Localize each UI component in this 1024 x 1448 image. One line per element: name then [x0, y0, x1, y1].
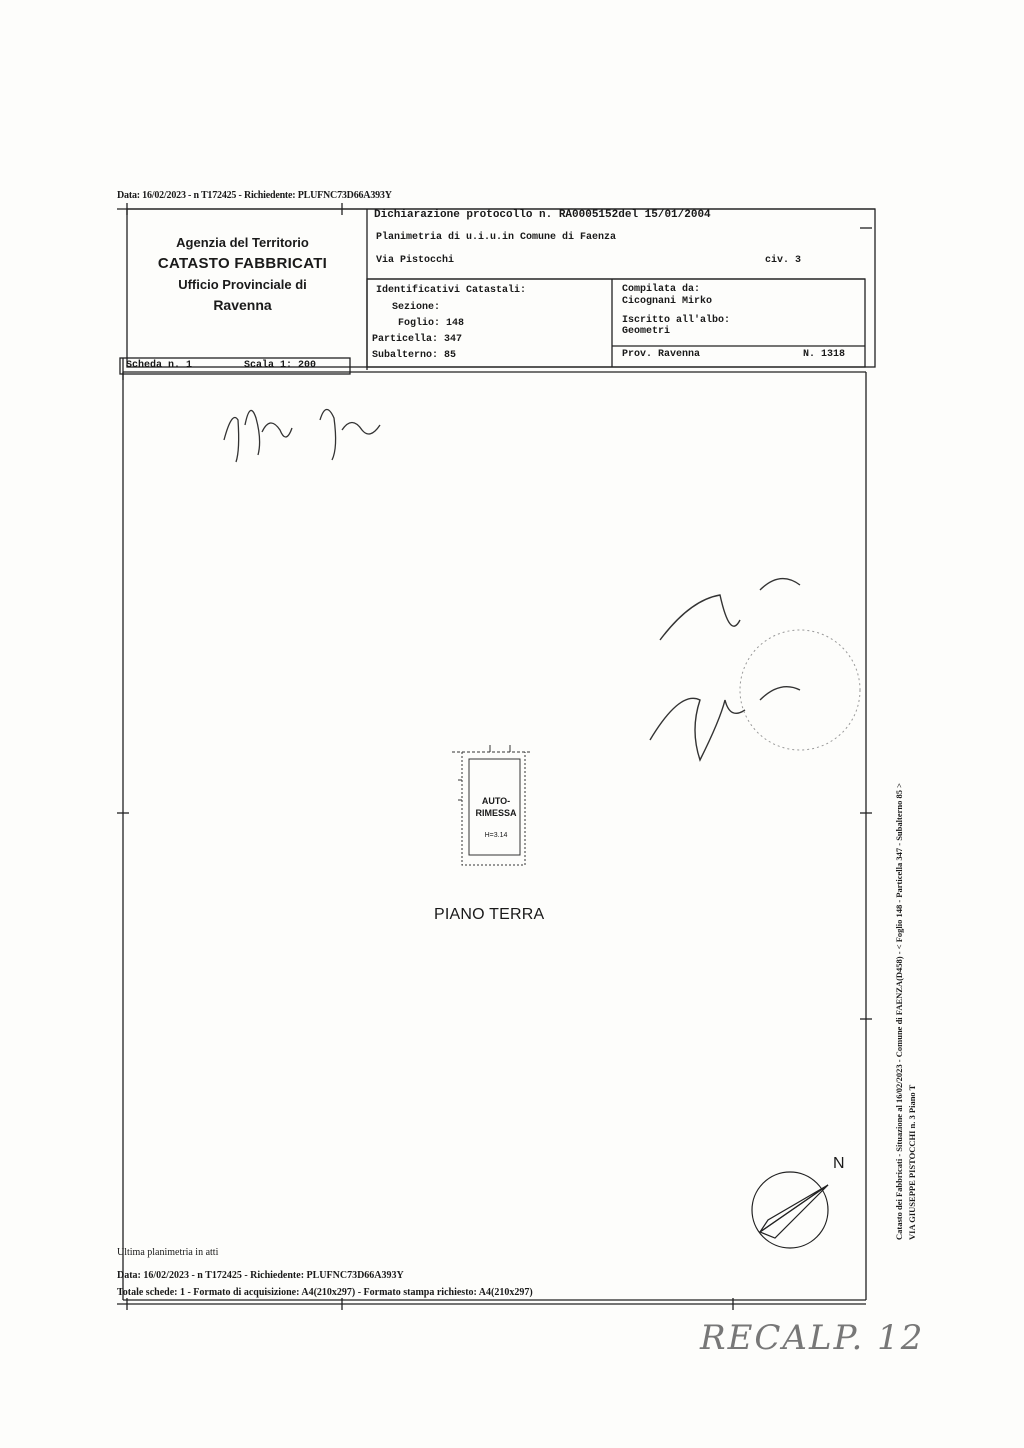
print-header: Data: 16/02/2023 - n T172425 - Richiedente: PLUFNC73D66A393Y — [117, 190, 392, 201]
office-name: Ufficio Provinciale di — [178, 277, 307, 292]
signature-right — [650, 579, 860, 760]
signature-upper-left — [224, 409, 380, 462]
scheda-scale: Scala 1: 200 — [244, 360, 317, 371]
floor-label: PIANO TERRA — [434, 906, 545, 923]
compiler-name: Cicognani Mirko — [622, 296, 713, 307]
room-label — [470, 795, 522, 819]
street-line: Via Pistocchi — [376, 255, 455, 266]
register-label: Iscritto all'albo: — [622, 315, 731, 326]
compiler-province: Prov. Ravenna — [622, 349, 701, 360]
protocol-line: Dichiarazione protocollo n. RA0005152del 15/01/2004 — [374, 209, 711, 221]
particella: Particella: 347 — [372, 334, 463, 345]
side-text-line2: VIA GIUSEPPE PISTOCCHI n. 3 Piano T — [907, 1084, 917, 1240]
office-city: Ravenna — [213, 297, 272, 313]
room-label-line2: RIMESSA — [475, 808, 517, 818]
civic-number: civ. 3 — [765, 255, 802, 266]
room-height: H=3.14 — [484, 832, 508, 839]
handwritten-note: RECALP. 12 — [700, 1318, 925, 1358]
footer-format-line: Totale schede: 1 - Formato di acquisizione: A4(210x297) - Formato stampa richiesto: A4(210x297) — [117, 1287, 533, 1298]
side-text-line1: Catasto dei Fabbricati - Situazione al 16/02/2023 - Comune di FAENZA(D458) - < Foglio 148 - Particella 347 - Subalterno 85 > — [894, 783, 904, 1240]
compiler-number: N. 1318 — [803, 349, 846, 360]
foglio: Foglio: 148 — [398, 318, 465, 329]
room-label-line1: AUTO- — [481, 796, 511, 806]
registry-name: CATASTO FABBRICATI — [157, 255, 328, 272]
agency-block — [130, 232, 355, 316]
subalterno: Subalterno: 85 — [372, 350, 457, 361]
scheda-number: Scheda n. 1 — [126, 360, 193, 371]
side-text — [893, 680, 919, 1240]
last-plan: Ultima planimetria in atti — [117, 1247, 219, 1258]
register-value: Geometri — [622, 326, 671, 337]
plan-line: Planimetria di u.i.u.in Comune di Faenza — [376, 232, 617, 243]
sezione: Sezione: — [392, 302, 441, 313]
identifiers-title: Identificativi Catastali: — [376, 285, 527, 296]
north-arrow — [752, 1172, 828, 1248]
compiler-label: Compilata da: — [622, 284, 701, 295]
footer-print-line: Data: 16/02/2023 - n T172425 - Richiedente: PLUFNC73D66A393Y — [117, 1270, 404, 1281]
footer-stamp — [117, 1244, 533, 1301]
agency-name: Agenzia del Territorio — [176, 235, 309, 250]
north-label: N — [833, 1155, 845, 1172]
